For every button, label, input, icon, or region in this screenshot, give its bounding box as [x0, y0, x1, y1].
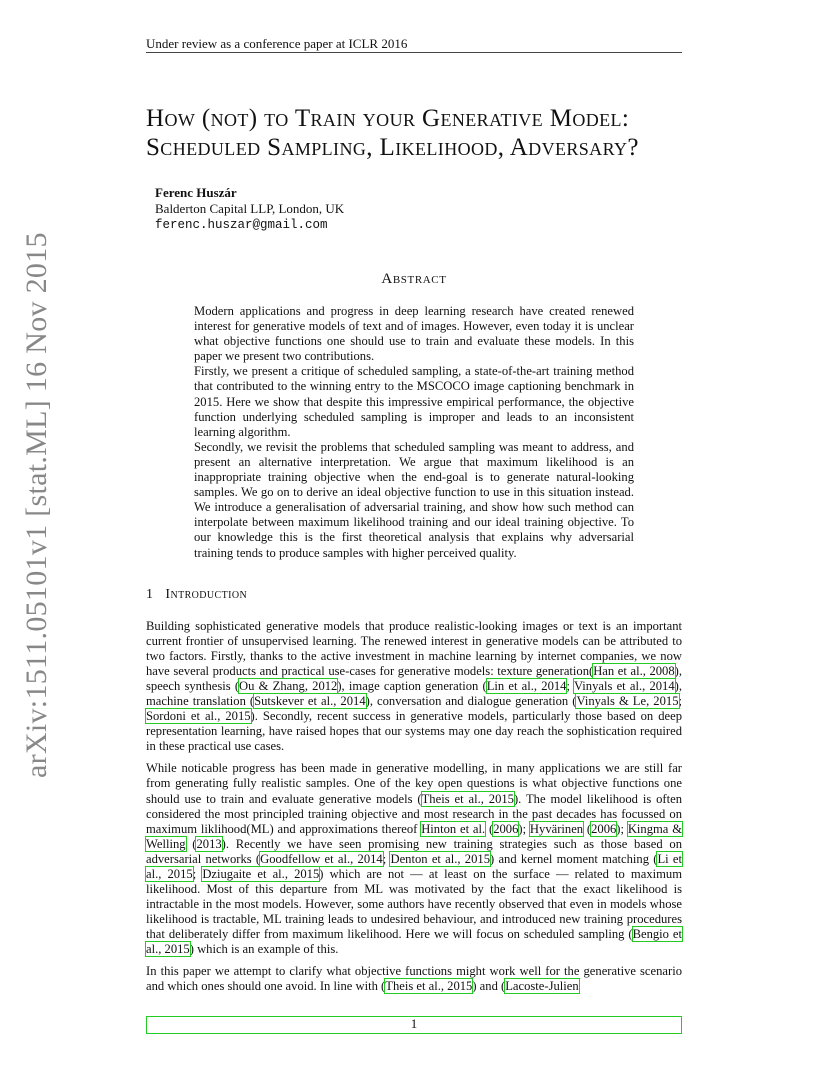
citation-link[interactable]: Hinton et al.: [421, 821, 486, 836]
body-text-segment: ) which are not — at least on the surface — related to maximum likelihood. Most of this departure from ML was motivated by the fact that the exact likelihood is intractable in the most models. However, some authors have recently observed that even in models whose likelihood is tractable, ML training leads to undesired behaviour, and introduced new training procedures that deliberately differ from maximum likelihood. Here we will focus on scheduled sampling (: [146, 866, 682, 941]
body-text-segment: (: [583, 821, 592, 836]
citation-link[interactable]: Li et al., 2015: [146, 851, 683, 881]
header-rule: [146, 52, 682, 53]
citation-link[interactable]: Sordoni et al., 2015: [146, 709, 251, 724]
abstract-paragraph: Firstly, we present a critique of scheduled sampling, a state-of-the-art training method that contributed to the winning entry to the MSCOCO image captioning benchmark in 2015. Here we show that despite this impressive empirical performance, the objective function underlying scheduled sampling is improper and leads to an inconsistent learning algorithm.: [194, 364, 634, 439]
arxiv-identifier: arXiv:1511.05101v1 [stat.ML] 16 Nov 2015: [20, 232, 53, 778]
body-text-segment: ). Recently we have seen promising new training strategies such as those based on adversarial networks (: [146, 836, 682, 866]
title-line-1: How (not) to Train your Generative Model:: [146, 105, 630, 132]
citation-link[interactable]: Denton et al., 2015: [390, 851, 490, 866]
section-heading: [146, 587, 247, 603]
body-text-segment: ;: [192, 866, 203, 881]
abstract-heading: Abstract: [381, 271, 447, 287]
citation-link[interactable]: Sutskever et al., 2014: [254, 694, 366, 709]
body-text-segment: );: [616, 821, 628, 836]
body-text-segment: ), machine translation (: [146, 679, 682, 709]
citation-link[interactable]: 2006: [591, 821, 617, 836]
abstract-paragraph: Modern applications and progress in deep learning research have created renewed interest for generative models of text and of images. However, even today it is unclear what objective functions one should use to train and evaluate these models. In this paper we present two contributions.: [194, 304, 634, 364]
citation-link[interactable]: Dziugaite et al., 2015: [202, 866, 320, 881]
body-text-segment: In this paper we attempt to clarify what objective functions might work well for the generative scenario and which ones should one avoid. In line with (: [146, 964, 682, 994]
citation-link[interactable]: Han et al., 2008: [593, 664, 675, 679]
citation-link[interactable]: Ou & Zhang, 2012: [239, 679, 338, 694]
body-text-segment: ). The model likelihood is often considered the most principled training objective and most research in the past decades has focussed on maximum liklihood(ML) and approximations thereof: [146, 791, 682, 836]
title-line-2: Scheduled Sampling, Likelihood, Adversary?: [146, 134, 639, 161]
body-text-segment: ) which is an example of this.: [189, 941, 339, 956]
citation-link[interactable]: 2013: [196, 836, 222, 851]
citation-link[interactable]: Goodfellow et al., 2014: [260, 851, 383, 866]
citation-link[interactable]: Hyvärinen: [529, 821, 584, 836]
intro-paragraph: [146, 761, 682, 957]
author-email[interactable]: ferenc.huszar@gmail.com: [155, 218, 328, 232]
body-text-segment: ;: [382, 851, 391, 866]
intro-paragraph: [146, 964, 682, 994]
section-number: 1: [146, 587, 154, 602]
citation-link[interactable]: Vinyals et al., 2014: [573, 679, 675, 694]
citation-link[interactable]: Kingma & Welling: [146, 821, 683, 851]
citation-link[interactable]: Lacoste-Julien: [505, 979, 579, 994]
running-header: Under review as a conference paper at ICLR 2016: [146, 36, 408, 51]
paper-title: [146, 104, 706, 162]
body-text-segment: ), conversation and dialogue generation (: [365, 694, 577, 709]
citation-link[interactable]: 2006: [493, 821, 519, 836]
citation-link[interactable]: Bengio et al., 2015: [146, 926, 682, 956]
intro-body: [146, 619, 682, 1001]
page-number: 1: [410, 1016, 418, 1031]
body-text-segment: Building sophisticated generative models that produce realistic-looking images or text is an important current frontier of unsupervised learning. The renewed interest in generative models can be attributed to two factors. Firstly, thanks to the active investment in machine learning by internet companies, we now have several products and practical use-cases for generative models: texture generation(: [146, 619, 682, 679]
citation-link[interactable]: Theis et al., 2015: [421, 791, 514, 806]
body-text-segment: ). Secondly, recent success in generative models, particularly those based on deep representation learning, have raised hopes that our systems may one day reach the sophistication required in these practical use cases.: [146, 709, 683, 754]
author-affiliation: Balderton Capital LLP, London, UK: [155, 201, 345, 216]
body-text-segment: (: [185, 836, 197, 851]
section-title: Introduction: [165, 587, 248, 602]
author-block: [155, 185, 344, 233]
body-text-segment: While noticable progress has been made in generative modelling, in many applications we are still far from generating fully realistic samples. One of the key open questions is what objective functions one should use to train and evaluate generative models (: [146, 761, 682, 806]
body-text-segment: ;: [678, 694, 682, 709]
body-text-segment: ) and kernel moment matching (: [490, 851, 658, 866]
abstract-body: [194, 304, 634, 561]
citation-link[interactable]: Theis et al., 2015: [385, 979, 473, 994]
body-text-segment: (: [485, 821, 494, 836]
body-text-segment: ), image caption generation (: [337, 679, 487, 694]
intro-paragraph: [146, 619, 682, 754]
citation-link[interactable]: Vinyals & Le, 2015: [576, 694, 679, 709]
author-name: Ferenc Huszár: [155, 185, 237, 200]
body-text-segment: ) and (: [472, 979, 506, 994]
citation-link[interactable]: Lin et al., 2014: [486, 679, 567, 694]
body-text-segment: ;: [566, 679, 574, 694]
abstract-paragraph: Secondly, we revisit the problems that scheduled sampling was meant to address, and present an alternative interpretation. We argue that maximum likelihood is an inappropriate training objective when the end-goal is to generate natural-looking samples. We go on to derive an ideal objective function to use in this situation instead. We introduce a generalisation of adversarial training, and show how such method can interpolate between maximum likelihood training and our ideal training objective. To our knowledge this is the first theoretical analysis that explains why adversarial training tends to produce samples with higher perceived quality.: [194, 439, 634, 560]
body-text-segment: ), speech synthesis (: [146, 664, 682, 694]
body-text-segment: );: [518, 821, 530, 836]
